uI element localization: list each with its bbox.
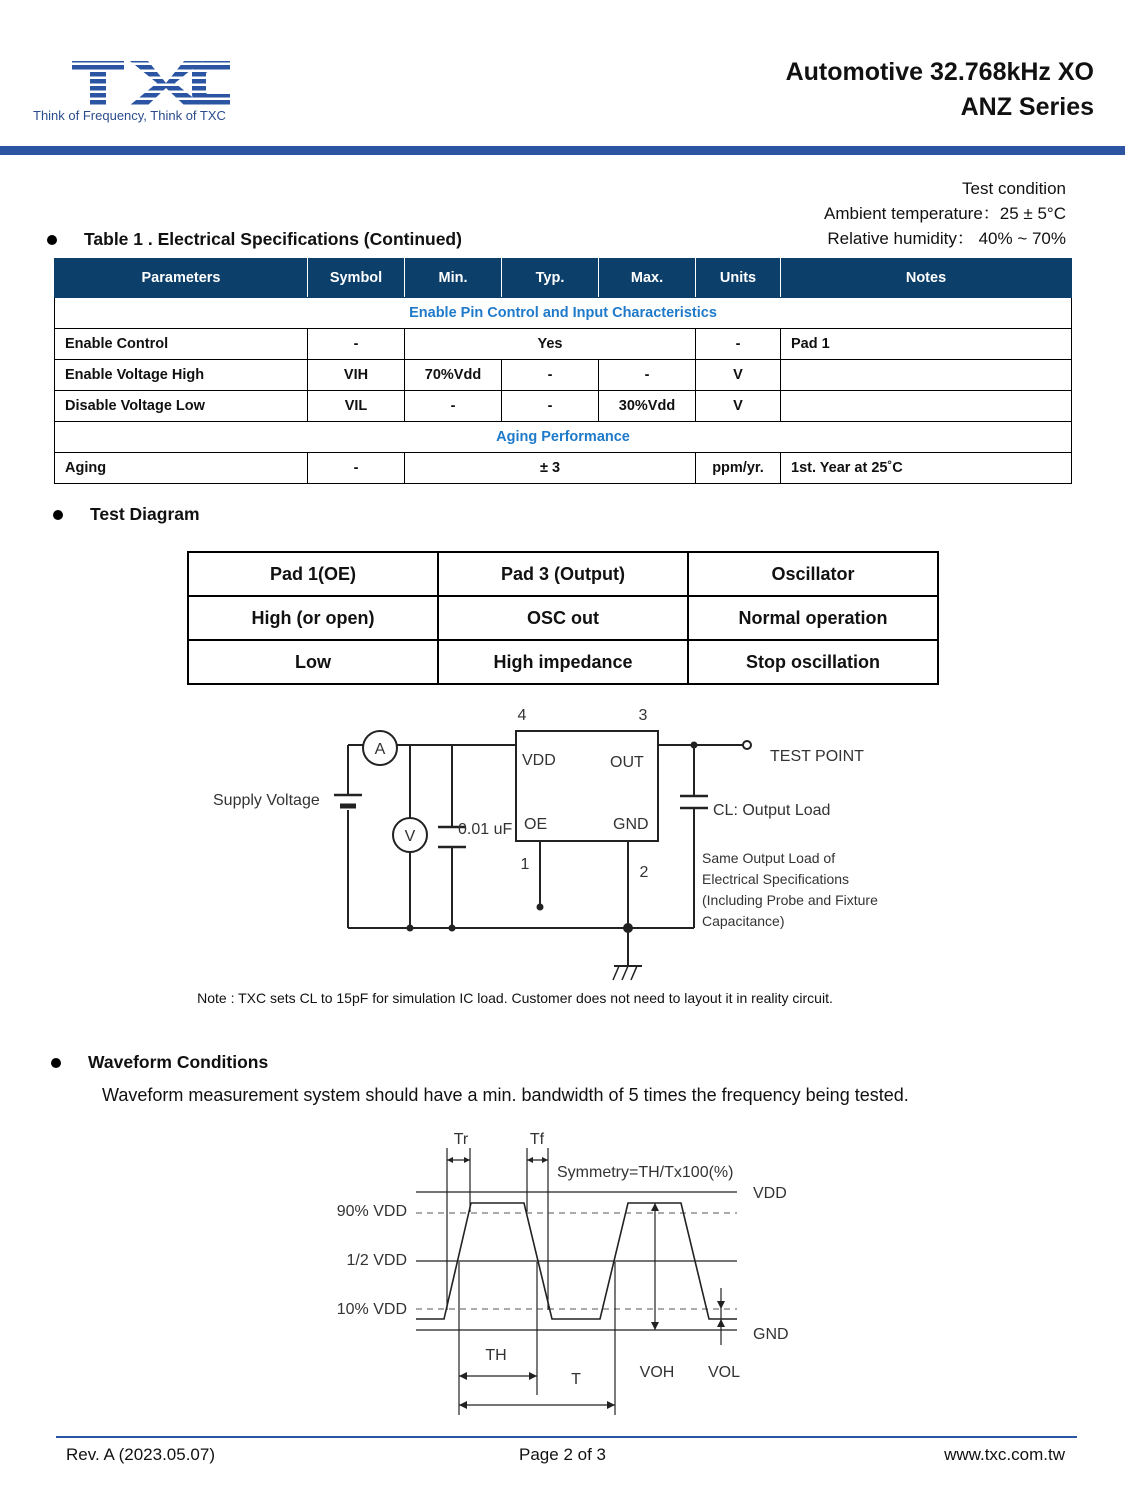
cell-notes: 1st. Year at 25˚C xyxy=(781,453,1072,484)
tr-label: Tr xyxy=(453,1131,469,1148)
title-line-1: Automotive 32.768kHz XO xyxy=(785,58,1094,86)
test-point-label: TEST POINT xyxy=(770,748,864,765)
cell-value: ± 3 xyxy=(405,453,696,484)
cell-symbol: VIH xyxy=(308,360,405,391)
cell-max: - xyxy=(599,360,696,391)
supply-voltage-label: Supply Voltage xyxy=(213,792,320,809)
pin-3-label: 3 xyxy=(638,707,648,724)
pin-2-label: 2 xyxy=(639,864,649,881)
cell-units: V xyxy=(696,391,781,422)
table-row xyxy=(55,360,1072,391)
cell-param: Disable Voltage Low xyxy=(55,391,308,422)
ambient-temperature: Ambient temperature：25 ± 5°C xyxy=(824,204,1066,223)
load-note-line: Same Output Load of xyxy=(702,850,836,866)
table1-title: Table 1 . Electrical Specifications (Continued) xyxy=(84,229,462,249)
revision: Rev. A (2023.05.07) xyxy=(66,1445,216,1464)
cell: OSC out xyxy=(438,596,688,640)
cell-typ: - xyxy=(502,360,599,391)
voltmeter-label: V xyxy=(404,828,416,845)
cell: Oscillator xyxy=(688,552,938,596)
t-label: T xyxy=(571,1371,581,1388)
vdd-10-label: 10% VDD xyxy=(336,1301,407,1318)
cell-symbol: VIL xyxy=(308,391,405,422)
vol-label: VOL xyxy=(707,1364,741,1381)
test-point-icon xyxy=(743,741,751,749)
pin-1-label: 1 xyxy=(520,856,530,873)
col-max: Max. xyxy=(599,259,696,298)
col-typ: Typ. xyxy=(502,259,599,298)
vdd-pin-label: VDD xyxy=(522,752,556,769)
test-condition-heading: Test condition xyxy=(962,179,1066,198)
cell-min: 70%Vdd xyxy=(405,360,502,391)
test-diagram-title: Test Diagram xyxy=(90,504,200,524)
table-header-row xyxy=(55,259,1072,298)
symmetry-label: Symmetry=TH/Tx100(%) xyxy=(557,1164,734,1181)
table-row xyxy=(188,596,938,640)
cell-notes: Pad 1 xyxy=(781,329,1072,360)
cell-value: Yes xyxy=(405,329,696,360)
th-label: TH xyxy=(485,1347,507,1364)
table-row xyxy=(55,453,1072,484)
ammeter-label: A xyxy=(374,741,386,758)
col-min: Min. xyxy=(405,259,502,298)
output-load-label: CL: Output Load xyxy=(713,802,831,819)
cell: Stop oscillation xyxy=(688,640,938,684)
bullet-icon xyxy=(53,510,63,520)
waveform-title: Waveform Conditions xyxy=(88,1052,269,1072)
load-note-line: Electrical Specifications xyxy=(702,871,850,887)
pin-4-label: 4 xyxy=(517,707,527,724)
cell-typ: - xyxy=(502,391,599,422)
tagline: Think of Frequency, Think of TXC xyxy=(33,108,226,123)
table-row xyxy=(55,329,1072,360)
cell-symbol: - xyxy=(308,329,405,360)
title-line-2: ANZ Series xyxy=(960,93,1094,121)
cell: High (or open) xyxy=(188,596,438,640)
vdd-half-label: 1/2 VDD xyxy=(346,1252,407,1269)
electrical-spec-table xyxy=(54,258,1072,484)
bullet-icon xyxy=(47,235,57,245)
cell-param: Enable Voltage High xyxy=(55,360,308,391)
capacitor-label: 0.01 uF xyxy=(458,821,513,838)
test-condition xyxy=(824,176,1066,251)
cell: Low xyxy=(188,640,438,684)
circuit-note: Note : TXC sets CL to 15pF for simulation IC load. Customer does not need to layout it in reality circuit. xyxy=(197,990,833,1006)
category-aging: Aging Performance xyxy=(55,422,1072,453)
vdd-level-label: VDD xyxy=(753,1185,787,1202)
waveform-diagram xyxy=(300,1120,820,1420)
cell-notes xyxy=(781,360,1072,391)
header-rule xyxy=(0,146,1125,155)
load-note-line: Capacitance) xyxy=(702,913,785,929)
cell-notes xyxy=(781,391,1072,422)
table-row xyxy=(188,640,938,684)
pad-function-table xyxy=(187,551,939,685)
gnd-level-label: GND xyxy=(753,1326,789,1343)
col-units: Units xyxy=(696,259,781,298)
website-link[interactable]: www.txc.com.tw xyxy=(944,1445,1065,1464)
cell-symbol: - xyxy=(308,453,405,484)
cell: High impedance xyxy=(438,640,688,684)
relative-humidity: Relative humidity： 40% ~ 70% xyxy=(827,229,1066,248)
cell-param: Enable Control xyxy=(55,329,308,360)
category-row xyxy=(55,422,1072,453)
tf-label: Tf xyxy=(529,1131,545,1148)
table-row xyxy=(55,391,1072,422)
cell: Pad 1(OE) xyxy=(188,552,438,596)
voh-label: VOH xyxy=(639,1364,675,1381)
page-number: Page 2 of 3 xyxy=(519,1445,606,1464)
test-circuit xyxy=(0,700,1125,990)
cell-units: ppm/yr. xyxy=(696,453,781,484)
footer-rule xyxy=(56,1436,1077,1438)
bullet-icon xyxy=(51,1058,61,1068)
col-parameters: Parameters xyxy=(55,259,308,298)
document-title xyxy=(786,55,1094,125)
cell: Normal operation xyxy=(688,596,938,640)
cell-max: 30%Vdd xyxy=(599,391,696,422)
cell-units: - xyxy=(696,329,781,360)
gnd-pin-label: GND xyxy=(613,816,649,833)
cell-units: V xyxy=(696,360,781,391)
col-notes: Notes xyxy=(781,259,1072,298)
table-row xyxy=(188,552,938,596)
vdd-90-label: 90% VDD xyxy=(336,1203,407,1220)
waveform-description: Waveform measurement system should have a min. bandwidth of 5 times the frequency being tested. xyxy=(102,1085,909,1105)
category-enable: Enable Pin Control and Input Characteristics xyxy=(55,298,1072,329)
oe-pin-label: OE xyxy=(524,816,548,833)
out-pin-label: OUT xyxy=(610,754,644,771)
load-note-line: (Including Probe and Fixture xyxy=(702,892,878,908)
category-row xyxy=(55,298,1072,329)
col-symbol: Symbol xyxy=(308,259,405,298)
cell-param: Aging xyxy=(55,453,308,484)
cell: Pad 3 (Output) xyxy=(438,552,688,596)
cell-min: - xyxy=(405,391,502,422)
